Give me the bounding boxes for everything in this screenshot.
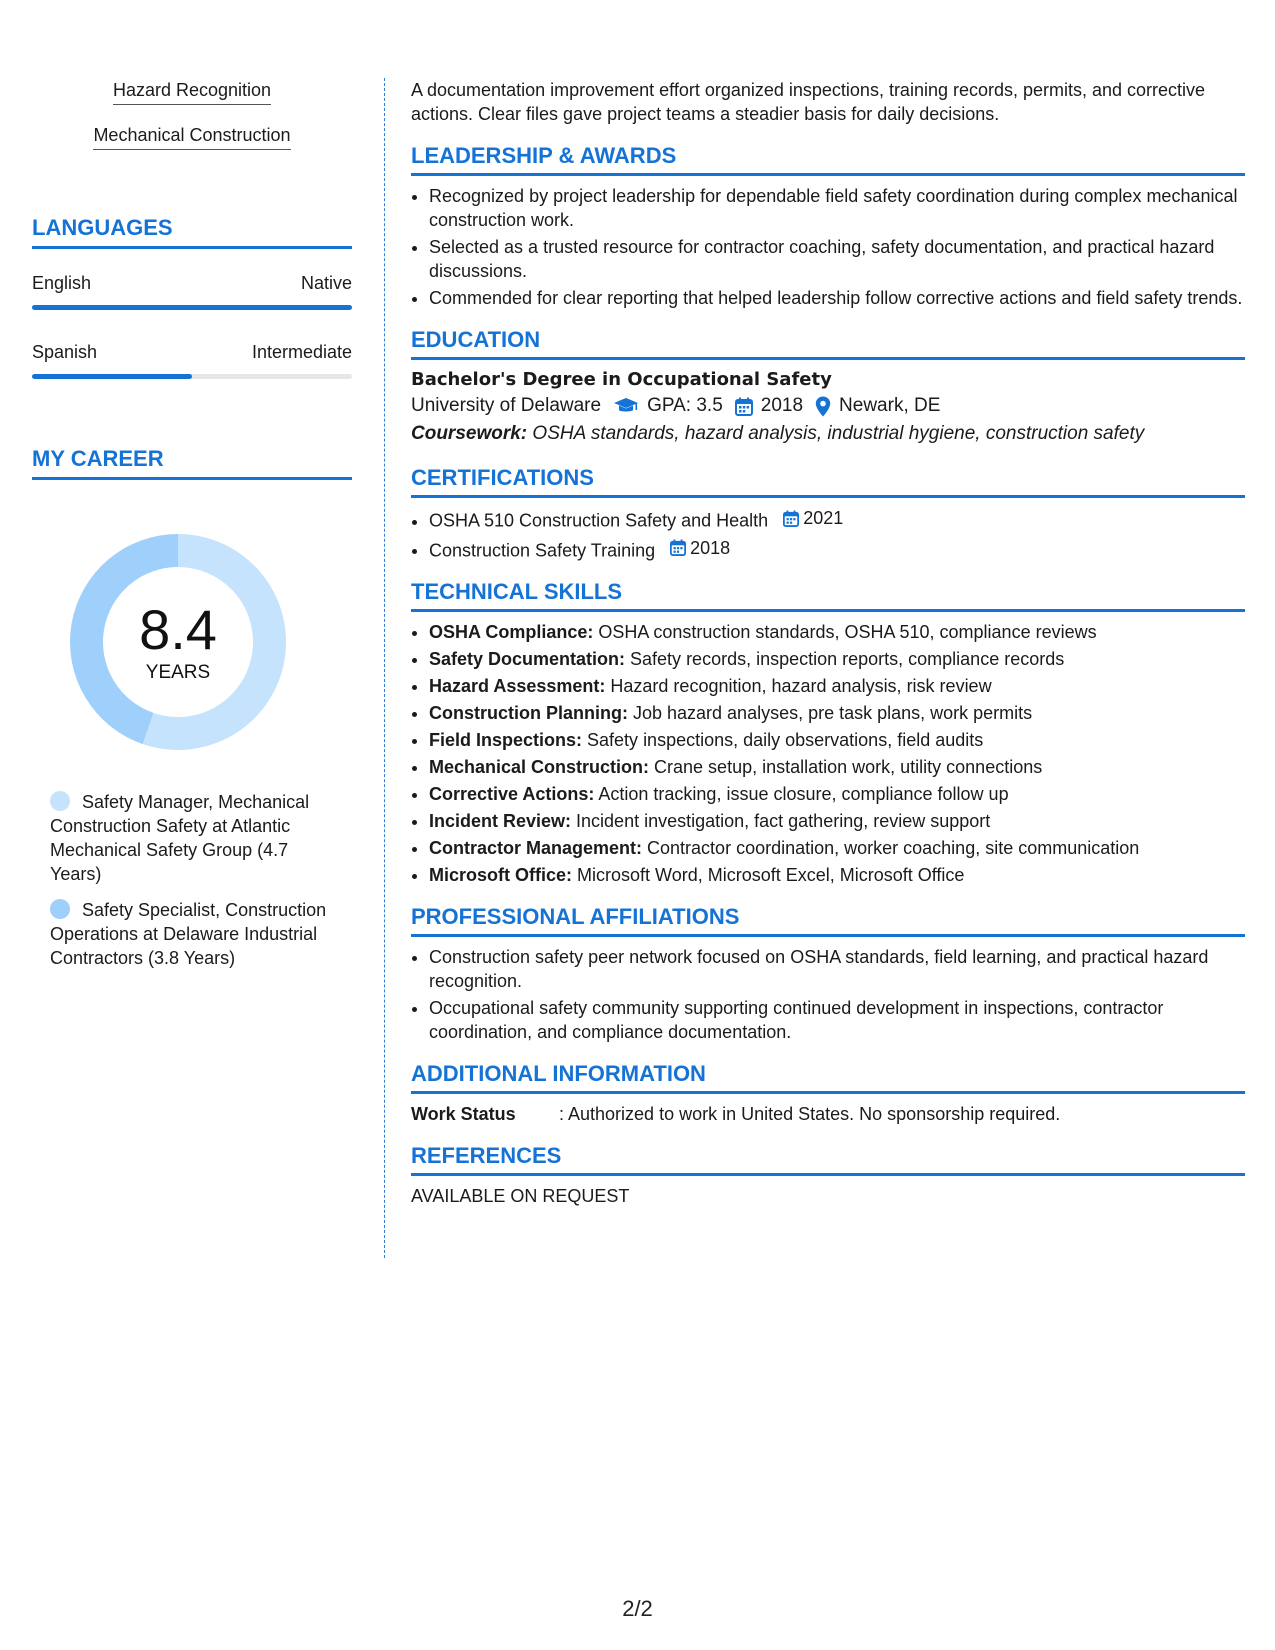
additional-info-heading: ADDITIONAL INFORMATION [411, 1060, 1245, 1094]
education-heading: EDUCATION [411, 326, 1245, 360]
career-dot-icon [50, 899, 70, 919]
calendar-icon [735, 397, 753, 416]
career-item: Safety Manager, Mechanical Construction Safety at Atlantic Mechanical Safety Group (4.7 Years) [50, 792, 310, 884]
career-dot-icon [50, 791, 70, 811]
work-status-label: Work Status [411, 1104, 516, 1124]
leadership-heading: LEADERSHIP & AWARDS [411, 142, 1245, 176]
education-details [411, 392, 1245, 420]
list-item: • Hazard Assessment: Hazard recognition, hazard analysis, risk review [429, 674, 1245, 698]
calendar-icon [670, 539, 686, 556]
language-bar [32, 305, 352, 310]
career-years-label: YEARS [145, 662, 211, 683]
degree-title: Bachelor's Degree in Occupational Safety [411, 369, 832, 390]
column-divider [384, 78, 385, 1258]
affiliations-heading: PROFESSIONAL AFFILIATIONS [411, 903, 1245, 937]
school-name: University of Delaware [411, 395, 602, 416]
career-total-years: 8.4 [139, 598, 217, 661]
coursework-value: OSHA standards, hazard analysis, industrial hygiene, construction safety [527, 423, 1145, 444]
page-number: 2/2 [622, 1596, 653, 1621]
work-status-value: : Authorized to work in United States. No sponsorship required. [559, 1104, 1061, 1124]
list-item: • Occupational safety community supporting continued development in inspections, contractor coordination, and compliance documentation. [429, 996, 1245, 1044]
list-item: • Corrective Actions: Action tracking, issue closure, compliance follow up [429, 782, 1245, 806]
certifications-list [411, 506, 1245, 562]
list-item: • Field Inspections: Safety inspections, daily observations, field audits [429, 728, 1245, 752]
list-item: • Commended for clear reporting that helped leadership follow corrective actions and field safety trends. [429, 286, 1245, 310]
skill-hazard-recognition: Hazard Recognition [32, 78, 352, 105]
career-heading: MY CAREER [32, 445, 352, 480]
language-spanish [32, 340, 352, 379]
list-item: • Mechanical Construction: Crane setup, installation work, utility connections [429, 755, 1245, 779]
list-item: • Microsoft Office: Microsoft Word, Microsoft Excel, Microsoft Office [429, 863, 1245, 887]
school-location: Newark, DE [839, 395, 941, 416]
language-bar [32, 374, 352, 379]
graduation-year: 2018 [760, 395, 804, 416]
list-item: • Selected as a trusted resource for contractor coaching, safety documentation, and practical hazard discussions. [429, 235, 1245, 283]
references-heading: REFERENCES [411, 1142, 1245, 1176]
language-level: Intermediate [251, 342, 352, 362]
certifications-heading: CERTIFICATIONS [411, 464, 1245, 498]
list-item: • Safety Documentation: Safety records, inspection reports, compliance records [429, 647, 1245, 671]
certification-year: 2018 [690, 537, 731, 558]
languages-heading: LANGUAGES [32, 214, 352, 249]
list-item: • OSHA Compliance: OSHA construction standards, OSHA 510, compliance reviews [429, 620, 1245, 644]
technical-skills-list [411, 620, 1245, 887]
language-name: English [32, 273, 92, 293]
career-list [50, 790, 340, 982]
location-pin-icon [815, 396, 831, 417]
leadership-list [411, 184, 1245, 310]
list-item: • Incident Review: Incident investigation, fact gathering, review support [429, 809, 1245, 833]
list-item: • Recognized by project leadership for dependable field safety coordination during complex mechanical construction work. [429, 184, 1245, 232]
references-text: AVAILABLE ON REQUEST [411, 1186, 630, 1206]
work-status-row [411, 1102, 1245, 1126]
right-column [411, 78, 1245, 1208]
list-item: • Construction Planning: Job hazard analyses, pre task plans, work permits [429, 701, 1245, 725]
graduation-cap-icon [613, 397, 639, 415]
career-donut-chart [66, 530, 290, 754]
list-item: • OSHA 510 Construction Safety and Health 2021 [429, 506, 1245, 533]
list-item: • Construction Safety Training 2018 [429, 536, 1245, 563]
left-column [32, 78, 352, 968]
affiliations-list [411, 945, 1245, 1044]
language-name: Spanish [32, 342, 98, 362]
skill-mechanical-construction: Mechanical Construction [32, 123, 352, 150]
career-item: Safety Specialist, Construction Operations at Delaware Industrial Contractors (3.8 Years) [50, 900, 327, 968]
coursework [411, 420, 1245, 448]
list-item: • Contractor Management: Contractor coordination, worker coaching, site communication [429, 836, 1245, 860]
coursework-label: Coursework: [411, 423, 528, 444]
calendar-icon [783, 510, 799, 527]
certification-year: 2021 [803, 508, 844, 528]
list-item: • Construction safety peer network focused on OSHA standards, field learning, and practical hazard recognition. [429, 945, 1245, 993]
gpa: GPA: 3.5 [647, 395, 723, 416]
language-level: Native [300, 273, 352, 293]
technical-skills-heading: TECHNICAL SKILLS [411, 578, 1245, 612]
language-english [32, 271, 352, 310]
intro-paragraph: A documentation improvement effort organized inspections, training records, permits, and corrective actions. Clear files gave project teams a steadier basis for daily decisions. [411, 80, 1206, 124]
